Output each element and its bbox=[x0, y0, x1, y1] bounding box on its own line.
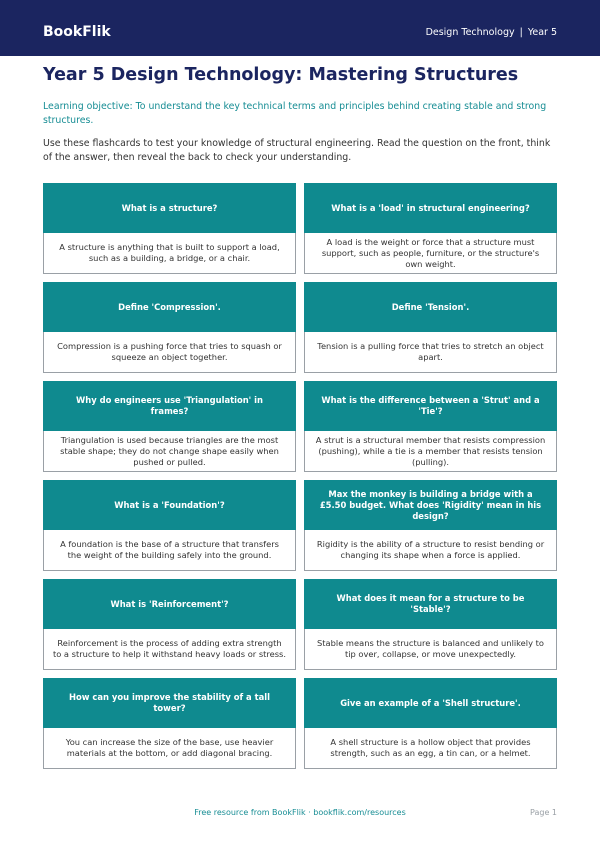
flashcard-back: Triangulation is used because triangles are the most stable shape; they do not change shape easily when pushed or pulled. bbox=[43, 431, 296, 472]
flashcard[interactable] bbox=[43, 678, 296, 769]
page-title: Year 5 Design Technology: Mastering Structures bbox=[43, 65, 519, 85]
flashcard[interactable] bbox=[304, 579, 557, 670]
flashcard[interactable] bbox=[304, 282, 557, 373]
flashcard-front[interactable]: What is a structure? bbox=[43, 183, 296, 233]
flashcard-front[interactable]: Why do engineers use 'Triangulation' in frames? bbox=[43, 381, 296, 431]
flashcard-back: You can increase the size of the base, use heavier materials at the bottom, or add diagonal bracing. bbox=[43, 728, 296, 769]
flashcard-front[interactable]: What is a 'load' in structural engineering? bbox=[304, 183, 557, 233]
flashcard[interactable] bbox=[304, 381, 557, 472]
flashcard-back: Tension is a pulling force that tries to stretch an object apart. bbox=[304, 332, 557, 373]
flashcard-back: A shell structure is a hollow object that provides strength, such as an egg, a tin can, or a helmet. bbox=[304, 728, 557, 769]
flashcard-back: Rigidity is the ability of a structure to resist bending or changing its shape when a force is applied. bbox=[304, 530, 557, 571]
flashcard-front[interactable]: How can you improve the stability of a tall tower? bbox=[43, 678, 296, 728]
flashcard-back: Compression is a pushing force that tries to squash or squeeze an object together. bbox=[43, 332, 296, 373]
flashcard-front[interactable]: What does it mean for a structure to be 'Stable'? bbox=[304, 579, 557, 629]
flashcard-front[interactable]: What is 'Reinforcement'? bbox=[43, 579, 296, 629]
page-number: Page 1 bbox=[530, 808, 557, 817]
flashcard[interactable] bbox=[304, 678, 557, 769]
intro-text: Use these flashcards to test your knowledge of structural engineering. Read the question on the front, think of the answer, then reveal the back to check your understanding. bbox=[43, 138, 551, 163]
flashcard[interactable] bbox=[43, 183, 296, 274]
flashcard-back: A foundation is the base of a structure that transfers the weight of the building safely into the ground. bbox=[43, 530, 296, 571]
learning-objective: Learning objective: To understand the key technical terms and principles behind creating stable and strong structures. bbox=[43, 101, 547, 126]
flashcard[interactable] bbox=[304, 183, 557, 274]
breadcrumb bbox=[426, 27, 557, 38]
flashcard-back: A structure is anything that is built to support a load, such as a building, a bridge, or a chair. bbox=[43, 233, 296, 274]
top-bar bbox=[0, 0, 600, 56]
breadcrumb-separator: | bbox=[519, 27, 523, 38]
flashcard[interactable] bbox=[43, 282, 296, 373]
flashcard-back: A load is the weight or force that a structure must support, such as people, furniture, or the structure's own weight. bbox=[304, 233, 557, 274]
flashcard[interactable] bbox=[43, 381, 296, 472]
flashcard-front[interactable]: Define 'Compression'. bbox=[43, 282, 296, 332]
flashcard-back: Stable means the structure is balanced and unlikely to tip over, collapse, or move unexpectedly. bbox=[304, 629, 557, 670]
flashcard[interactable] bbox=[43, 480, 296, 571]
flashcard-front[interactable]: What is the difference between a 'Strut' and a 'Tie'? bbox=[304, 381, 557, 431]
flashcard-back: A strut is a structural member that resists compression (pushing), while a tie is a member that resists tension (pulling). bbox=[304, 431, 557, 472]
flashcard-back: Reinforcement is the process of adding extra strength to a structure to help it withstand heavy loads or stress. bbox=[43, 629, 296, 670]
flashcard-grid bbox=[43, 183, 557, 769]
flashcard[interactable] bbox=[304, 480, 557, 571]
flashcard-front[interactable]: Define 'Tension'. bbox=[304, 282, 557, 332]
flashcard[interactable] bbox=[43, 579, 296, 670]
footer-link[interactable]: Free resource from BookFlik · bookflik.com/resources bbox=[194, 808, 406, 817]
flashcard-front[interactable]: Max the monkey is building a bridge with a £5.50 budget. What does 'Rigidity' mean in his design? bbox=[304, 480, 557, 530]
brand-logo[interactable]: BookFlik bbox=[43, 24, 111, 40]
flashcard-front[interactable]: Give an example of a 'Shell structure'. bbox=[304, 678, 557, 728]
breadcrumb-subject: Design Technology bbox=[425, 27, 515, 38]
flashcard-front[interactable]: What is a 'Foundation'? bbox=[43, 480, 296, 530]
breadcrumb-year: Year 5 bbox=[527, 27, 557, 38]
